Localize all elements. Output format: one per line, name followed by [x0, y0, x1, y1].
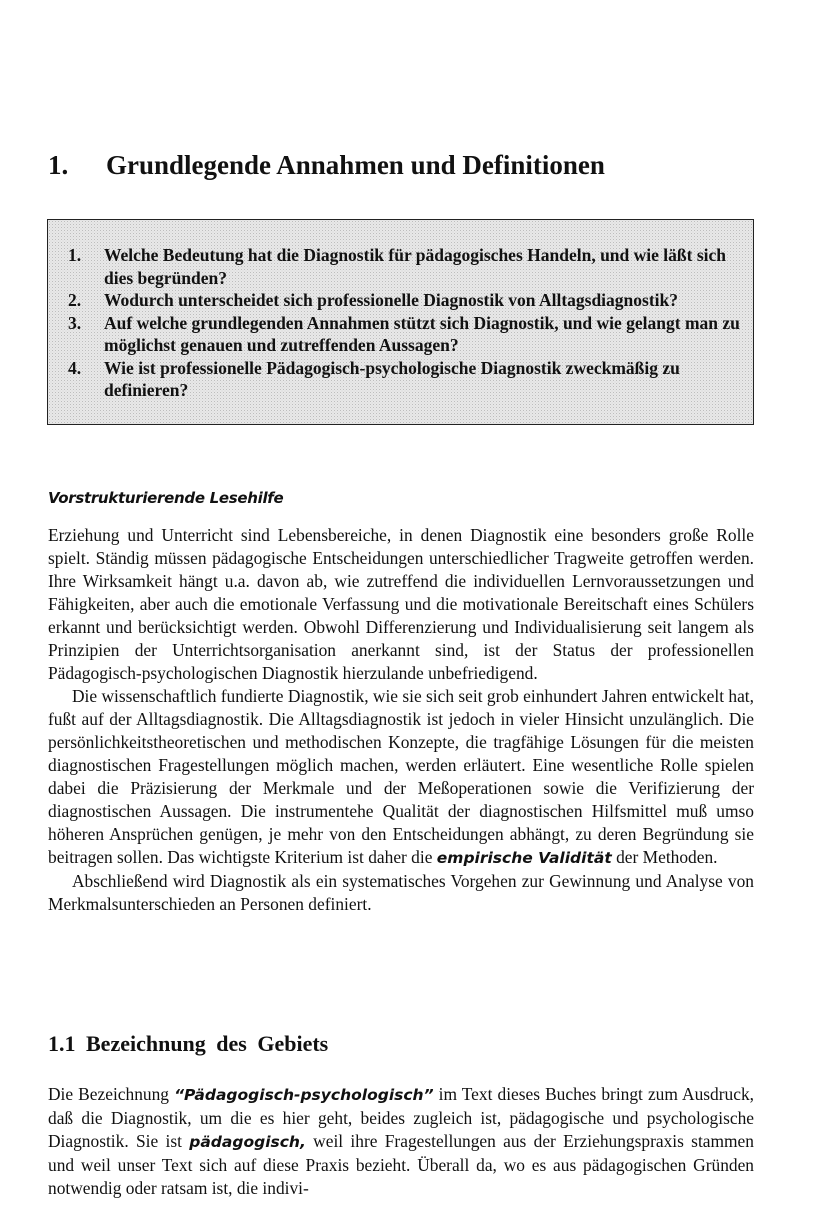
reading-aid-paragraph-1: Erziehung und Unterricht sind Lebensbereiche, in denen Diagnostik eine besonders große Rolle spielt. Ständig müssen pädagogische Entscheidungen unterschiedlicher Tragweite getroffen werden. Ihre Wirksamkeit hängt u.a. davon ab, wie zutreffend die individuellen Lernvoraussetzungen und Fähigkeiten, aber auch die emotionale Verfassung und die motivationale Bereitschaft eines Schülers erkannt und berücksichtigt werden. Obwohl Differenzierung und Individualisierung seit langem als Prinzipien der Unterrichtsorganisation anerkannt sind, ist der Status der professionellen Pädagogisch-psychologischen Diagnostik hierzulande unbefriedigend.: [48, 525, 754, 683]
chapter-title-text: Grundlegende Annahmen und Definitionen: [106, 150, 605, 180]
reading-aid-paragraph-2: [48, 685, 754, 870]
question-item: [68, 289, 744, 312]
section-text-2: im Text dieses Buches bringt zum Ausdruck, daß die Diagnostik, um die es hier geht, beides zugleich ist, pädagogische und psychologische Diagnostik. Sie ist: [48, 1084, 754, 1151]
reading-aid-heading: Vorstrukturierende Lesehilfe: [48, 489, 284, 507]
question-item: [68, 357, 744, 402]
paragraph-2-end: der Methoden.: [616, 847, 718, 867]
section-text-3: weil ihre Fragestellungen aus der Erziehungspraxis stammen und weil unser Text sich auf diese Praxis bezieht. Überall da, wo es aus pädagogischen Gründen notwendig oder ratsam ist, die indivi-: [48, 1131, 754, 1198]
emphasis-paedagogisch-psychologisch: “Pädagogisch-psychologisch”: [174, 1086, 434, 1104]
chapter-number: 1.: [48, 150, 69, 180]
question-item: [68, 244, 744, 289]
guiding-questions-box: [47, 219, 754, 425]
question-text: Wodurch unterscheidet sich professionelle Diagnostik von Alltagsdiagnostik?: [104, 290, 679, 310]
guiding-questions-list: [68, 244, 744, 402]
reading-aid-paragraph-3: Abschließend wird Diagnostik als ein systematisches Vorgehen zur Gewinnung und Analyse von Merkmalsunterschieden an Personen definiert.: [48, 871, 754, 914]
emphasis-empirische-validitaet: empirische Validität: [436, 849, 612, 867]
question-text: Welche Bedeutung hat die Diagnostik für pädagogisches Handeln, und wie läßt sich dies begründen?: [104, 245, 727, 288]
emphasis-paedagogisch: pädagogisch,: [189, 1133, 306, 1151]
section-body: [48, 1083, 754, 1200]
question-number: 2.: [68, 290, 82, 310]
question-number: 3.: [68, 312, 82, 333]
chapter-title: [48, 150, 605, 181]
section-text-1: Die Bezeichnung: [48, 1084, 169, 1104]
section-paragraph: [48, 1083, 754, 1200]
section-heading: 1.1 Bezeichnung des Gebiets: [48, 1031, 329, 1056]
question-item: [68, 312, 744, 357]
question-text: Wie ist professionelle Pädagogisch-psychologische Diagnostik zweckmäßig zu definieren?: [104, 357, 680, 400]
question-number: 4.: [68, 357, 82, 378]
question-text: Auf welche grundlegenden Annahmen stützt sich Diagnostik, und wie gelangt man zu möglichst genauen und zutreffenden Aussagen?: [104, 312, 740, 355]
question-number: 1.: [68, 245, 82, 265]
paragraph-2-text: Die wissenschaftlich fundierte Diagnostik, wie sie sich seit grob einhundert Jahren entwickelt hat, fußt auf der Alltagsdiagnostik. Die Alltagsdiagnostik ist jedoch in vieler Hinsicht unzulänglich. Die persönlichkeitstheoretischen und methodischen Konzepte, die tragfähige Lösungen für die meisten diagnostischen Fragestellungen möglich machen, werden erläutert. Eine wesentliche Rolle spielen dabei die Präzisierung der Merkmale und der Meßoperationen sowie die Verifizierung der diagnostischen Aussagen. Die instrumentehe Qualität der diagnostischen Hilfsmittel muß umso höheren Ansprüchen genügen, je mehr von den Entscheidungen abhängt, zu deren Begründung sie beitragen sollen. Das wichtigste Kriterium ist daher die: [48, 686, 754, 867]
reading-aid-body: [48, 524, 754, 916]
